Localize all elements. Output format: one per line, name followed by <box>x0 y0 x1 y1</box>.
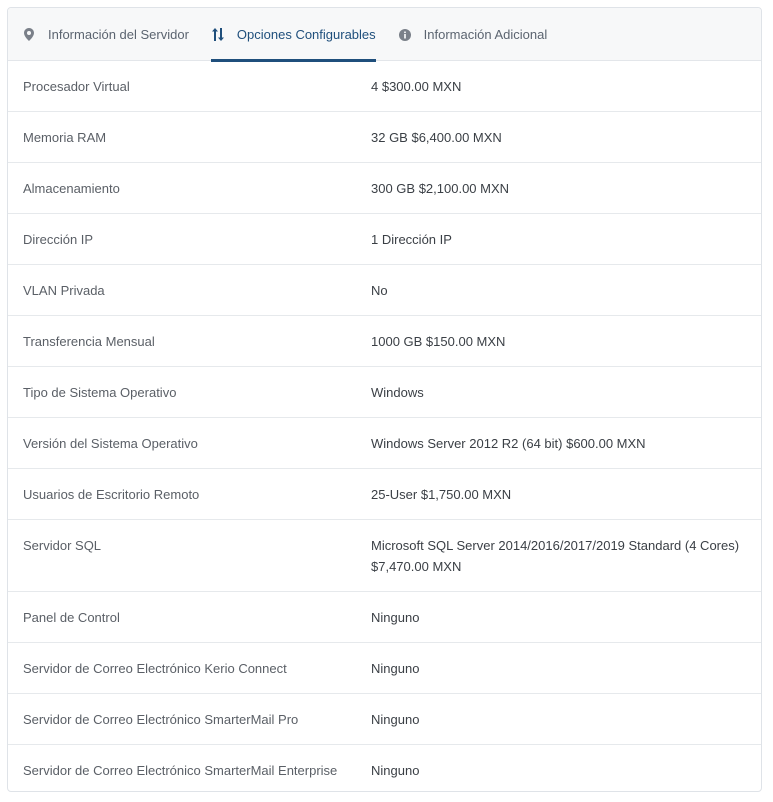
option-label: Transferencia Mensual <box>23 333 155 349</box>
option-row <box>8 469 761 520</box>
option-label: Versión del Sistema Operativo <box>23 435 198 451</box>
option-row <box>8 745 761 796</box>
option-label: Servidor de Correo Electrónico SmarterMail Pro <box>23 711 299 727</box>
option-label: Servidor SQL <box>23 538 102 553</box>
option-row <box>8 61 761 112</box>
option-label: VLAN Privada <box>23 282 105 298</box>
sort-arrows-icon <box>211 28 225 42</box>
option-value: Ninguno <box>371 763 420 778</box>
option-row <box>8 316 761 367</box>
tab-additional-info-label: Información Adicional <box>423 27 548 42</box>
option-value: Ninguno <box>371 609 420 625</box>
option-label: Procesador Virtual <box>23 78 130 94</box>
option-row <box>8 643 761 694</box>
option-row <box>8 694 761 745</box>
option-label: Almacenamiento <box>23 180 120 196</box>
option-value: 1000 GB $150.00 MXN <box>371 333 506 349</box>
option-label: Memoria RAM <box>23 129 107 145</box>
options-list <box>8 61 761 796</box>
option-label: Tipo de Sistema Operativo <box>23 384 177 400</box>
tab-bar <box>8 8 761 61</box>
option-row <box>8 214 761 265</box>
option-row <box>8 112 761 163</box>
option-value: Ninguno <box>371 660 420 676</box>
option-value: Windows Server 2012 R2 (64 bit) $600.00 MXN <box>371 435 646 451</box>
option-row <box>8 163 761 214</box>
option-label: Servidor de Correo Electrónico Kerio Connect <box>23 660 287 676</box>
option-value: 300 GB $2,100.00 MXN <box>371 180 510 196</box>
option-value: Microsoft SQL Server 2014/2016/2017/2019 Standard (4 Cores) $7,470.00 MXN <box>371 538 740 574</box>
option-value: No <box>371 282 388 298</box>
option-value: 32 GB $6,400.00 MXN <box>371 129 502 145</box>
option-value: 1 Dirección IP <box>371 231 452 247</box>
option-label: Servidor de Correo Electrónico SmarterMail Enterprise <box>23 763 338 778</box>
option-value: 25-User $1,750.00 MXN <box>371 486 512 502</box>
info-icon <box>398 28 412 42</box>
option-value: Ninguno <box>371 711 420 727</box>
option-value: Windows <box>371 384 424 400</box>
tab-server-info-label: Información del Servidor <box>48 27 189 42</box>
map-marker-icon <box>22 28 36 42</box>
tab-additional-info[interactable] <box>398 8 548 61</box>
option-row <box>8 520 761 592</box>
option-label: Usuarios de Escritorio Remoto <box>23 486 200 502</box>
server-details-panel <box>7 7 762 792</box>
option-row <box>8 592 761 643</box>
option-row <box>8 265 761 316</box>
option-value: 4 $300.00 MXN <box>371 78 462 94</box>
tab-configurable-options-label: Opciones Configurables <box>236 27 376 42</box>
option-row <box>8 367 761 418</box>
tab-configurable-options[interactable] <box>211 8 376 61</box>
option-label: Dirección IP <box>23 231 94 247</box>
option-label: Panel de Control <box>23 609 120 625</box>
tab-server-info[interactable] <box>22 8 189 61</box>
option-row <box>8 418 761 469</box>
